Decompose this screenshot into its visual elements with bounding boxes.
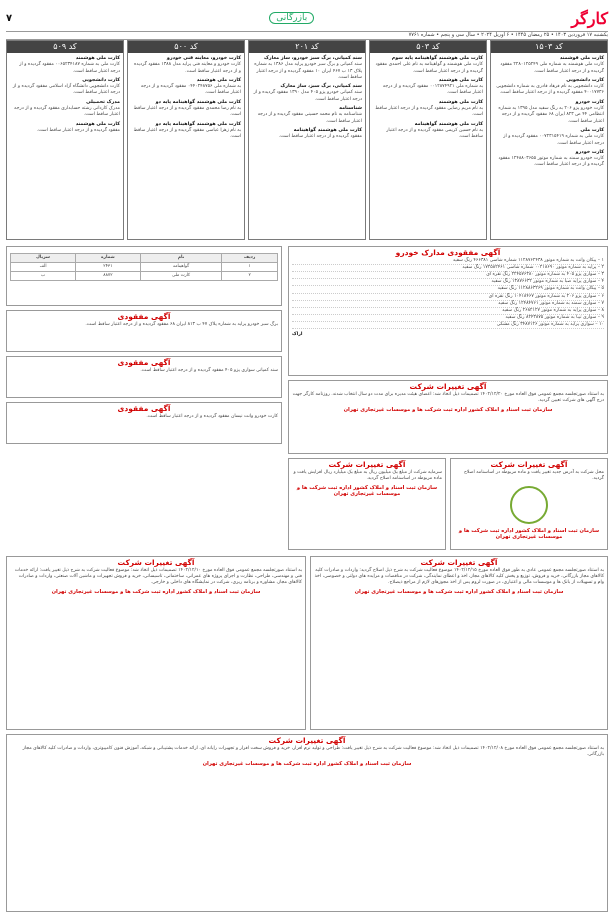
classified-column [369, 40, 487, 240]
table-header-cell: شماره [76, 254, 141, 263]
lost-notice-box [6, 402, 282, 444]
table-cell: ب [11, 272, 76, 281]
table-header-cell: ردیف [222, 254, 278, 263]
classified-item-body: به نام زهرا عباسی مفقود گردیده و از درجه اعتبار ساقط است. [133, 127, 241, 140]
lost-docs-title: آگهی مفقودی مدارک خودرو [395, 248, 501, 257]
lost-docs-box [288, 246, 608, 376]
classified-item-heading: کارت دانشجویی [82, 77, 120, 83]
classified-item-body: به شماره ملی ۰۰۱۲۸۷۴۹۲۱ مفقود گردیده و از درجه اعتبار ساقط است. [382, 84, 483, 96]
lost-doc-line: ۳ – سواری پژو ۴۰۵ به شماره موتور ۲۲۴۵۷۶۳۸۰ رنگ نقره ای [292, 272, 604, 279]
classified-column [248, 40, 366, 240]
classified-columns [6, 40, 608, 240]
table-cell: ۸۸۷۲ [76, 272, 141, 281]
lost-notice-box [6, 356, 282, 398]
classified-item [10, 78, 120, 97]
lost-docs-list [292, 258, 604, 329]
classified-item [373, 56, 483, 75]
company-notice-org: سازمان ثبت اسناد و املاک کشور اداره ثبت شرکت ها و موسسات غیرتجاری تهران [296, 485, 438, 498]
classified-column [6, 40, 124, 240]
column-code-header: کد ۵۰۳ [370, 41, 486, 53]
table-header-cell: نام [140, 254, 222, 263]
classified-item [131, 78, 241, 97]
classified-item-body: به شماره ملی ۰۴۴۰۲۴۸۷۵۶ مفقود گردیده و از درجه اعتبار ساقط است. [140, 84, 241, 96]
classified-item-heading: کارت ملی [580, 127, 604, 133]
company-notice-body: سرمایه شرکت از مبلغ یک میلیون ریال به مبلغ یک میلیارد ریال افزایش یافت و ماده مربوطه در اساسنامه اصلاح گردید. [293, 470, 442, 482]
classified-item-body: کارت خودرو و معاینه فنی پراید مدل ۱۳۸۸ مفقود گردیده و از درجه اعتبار ساقط است. [133, 62, 241, 74]
lost-doc-line: ۱ – پیکان وانت به شماره موتور ۱۱۲۸۷۶۲۴۳۸ شماره شاسی ۴۶۶۳۸۱ رنگ سفید [292, 258, 604, 265]
classified-item-body: کارت دانشجویی به نام فرهاد قادری به شماره دانشجویی ۴۰۰۱۷۷۳۶ مفقود گردیده و از درجه اعتبار ساقط است. [496, 84, 604, 96]
lost-doc-line: ۷ – سواری سمند به شماره موتور ۱۲۴۸۴۷۶۱ رنگ سفید [292, 301, 604, 308]
classified-item-heading: کارت ملی هوشمند [75, 56, 120, 61]
company-notice-body: محل شرکت به آدرس جدید تغییر یافت و ماده مربوطه در اساسنامه اصلاح گردید. [463, 470, 604, 482]
page-number: ۷ [6, 12, 13, 24]
classified-item-body: کارت ملی هوشمند و گواهینامه به نام علی احمدی مفقود گردیده و از درجه اعتبار ساقط است. [375, 62, 483, 74]
table-row [11, 272, 278, 281]
classified-item-heading: کارت خودرو [575, 149, 604, 155]
classified-item [373, 100, 483, 119]
lost-doc-line: ۶ – سواری پژو ۲۰۶ به شماره موتور ۱۰۴۱۸۴۶۷ رنگ نقره ای [292, 294, 604, 301]
company-notice-2 [450, 458, 608, 550]
lost-doc-line: ۲ – پراید به شماره موتور ۰۰۲۱۸۶۹۰ شماره شاسی ۱۷۲۵۸۲۴۶۱ رنگ سفید [292, 265, 604, 272]
bottom-notice-body: به استناد صورتجلسه مجمع عمومی فوق العاده مورخ ۱۴۰۲/۱۲/۰۸ تصمیمات ذیل اتخاذ شد: موضوع فعالیت شرکت به شرح ذیل تغییر یافت: طراحی و تولید نرم افزار، خرید و فروش سخت افزار و تجهیزات رایانه ای، ارائه خدمات پشتیبانی و شبکه، آموزش فنون کامپیوتری، واردات و صادرات کلیه کالاهای مجاز بازرگانی. [22, 746, 604, 758]
lost-notice-title: آگهی مفقودی [117, 312, 171, 321]
bottom-notice-org: سازمان ثبت اسناد و املاک کشور اداره ثبت شرکت ها و موسسات غیرتجاری تهران [51, 589, 261, 596]
bottom-notice-title: آگهی تغییرات شرکت [268, 736, 346, 745]
classified-item [373, 122, 483, 141]
classified-item-body: کارت ملی به شماره ۰۰۶۵۲۳۴۱۸۷ مفقود گردیده و از درجه اعتبار ساقط است. [19, 62, 120, 74]
bottom-notice-body: به استناد صورتجلسه مجمع عمومی عادی به طور فوق العاده مورخ ۱۴۰۲/۱۲/۱۵ موضوع فعالیت شرکت به شرح ذیل اصلاح گردید: واردات و صادرات کلیه کالاهای مجاز بازرگانی، خرید و فروش، توزیع و پخش کلیه کالاهای مجاز، اخذ و اعطای نمایندگی، شرکت در مناقصات و مزایده های دولتی و خصوصی، اخذ وام و تسهیلات از بانک ها و موسسات مالی و اعتباری، در صورت لزوم پس از اخذ مجوزهای لازم از مراجع ذیصلاح. [314, 568, 604, 586]
classified-item [494, 78, 604, 97]
bottom-notice-1 [310, 556, 608, 730]
classified-item-heading: سند کمپانی، برگ سبز، ساز معارک [280, 84, 362, 90]
column-code-header: کد ۲۰۱ [249, 41, 365, 53]
bottom-notice-title: آگهی تغییرات شرکت [420, 558, 498, 567]
bottom-notice-title: آگهی تغییرات شرکت [117, 558, 195, 567]
masthead-title: کارگر [571, 8, 608, 28]
table-cell: الف [11, 263, 76, 272]
classified-item [252, 128, 362, 141]
company-notice-1 [288, 380, 608, 454]
classified-item-heading: کارت ملی هوشمند گواهینامه [414, 121, 483, 127]
company-notice-title: آگهی تغییرات شرکت [409, 382, 487, 391]
classified-item-heading: کارت ملی هوشمند [196, 77, 241, 83]
data-table [10, 253, 278, 281]
classified-item [252, 106, 362, 125]
seal-icon [510, 486, 548, 524]
bottom-notice-2 [6, 556, 306, 730]
classified-item [10, 56, 120, 75]
company-notice-org: سازمان ثبت اسناد و املاک کشور اداره ثبت شرکت ها و موسسات غیرتجاری تهران [458, 528, 600, 541]
classified-item-body: کارت دانشجویی دانشگاه آزاد اسلامی مفقود گردیده و از درجه اعتبار ساقط است. [12, 84, 120, 96]
classified-item-body: سند کمپانی خودرو پژو ۴۰۵ مدل ۱۳۹۰ مفقود گردیده و از درجه اعتبار ساقط است. [253, 90, 362, 102]
masthead-info-line: یکشنبه ۱۷ فروردین ۱۴۰۳ • ۲۵ رمضان ۱۴۴۵ • ۶ آوریل ۲۰۲۴ • سال سی و پنجم • شماره ۷۷۶۱ [6, 31, 608, 40]
classified-item [494, 100, 604, 125]
classified-item-heading: مدرک تحصیلی [86, 99, 120, 105]
table-header-cell: سریال [11, 254, 76, 263]
classified-item-heading: کارت خودرو [575, 99, 604, 105]
lost-docs-footer: اراک [292, 332, 303, 338]
classified-item [131, 56, 241, 75]
company-notice-title: آگهی تغییرات شرکت [490, 460, 568, 469]
lost-notice-body: برگ سبز خودرو پراید به شماره پلاک ۴۷ ب ۸۱۳ ایران ۶۸ مفقود گردیده و از درجه اعتبار ساقط است. [85, 322, 278, 328]
masthead-logo-small: بازرگانی [269, 12, 314, 24]
classified-item-heading: کارت ملی هوشمند گواهینامه [293, 127, 362, 133]
classified-item-heading: کارت ملی هوشمند [438, 77, 483, 83]
classified-item [494, 128, 604, 147]
company-notice-body: به استناد صورتجلسه مجمع عمومی فوق العاده مورخ ۱۴۰۲/۱۲/۲۰ تصمیمات ذیل اتخاذ شد: اعضای هیئت مدیره برای مدت دو سال انتخاب شدند. روزنامه کارگر جهت درج آگهی های شرکت تعیین گردید. [292, 392, 604, 404]
lost-notice-body: سند کمپانی سواری پژو ۴۰۵ مفقود گردیده و از درجه اعتبار ساقط است. [140, 368, 278, 374]
table-cell: ۲۴۳۱ [76, 263, 141, 272]
classified-item-body: مفقود گردیده و از درجه اعتبار ساقط است. [36, 127, 120, 133]
lost-doc-line: ۸ – سواری پراید به شماره موتور ۲۶۸۲۱۲۷ رنگ سفید [292, 308, 604, 315]
lost-notice-title: آگهی مفقودی [117, 404, 171, 413]
column-code-header: کد ۵۰۰ [128, 41, 244, 53]
lost-doc-line: ۹ – سواری تیبا به شماره موتور ۸۲۴۳۸۷۵ رنگ سفید [292, 315, 604, 322]
masthead-center [269, 12, 314, 24]
classified-item [252, 56, 362, 81]
bottom-notice-3 [6, 734, 608, 912]
column-body [491, 53, 607, 175]
bottom-notice-org: سازمان ثبت اسناد و املاک کشور اداره ثبت شرکت ها و موسسات غیرتجاری تهران [202, 761, 412, 768]
column-body [7, 53, 123, 140]
classified-item-body: مفقود گردیده و از درجه اعتبار ساقط است. [278, 134, 362, 140]
lost-doc-line: ۴ – سواری پراید صبا به شماره موتور ۱۳۸۷۶۶۳۲ رنگ سفید [292, 279, 604, 286]
classified-item [494, 150, 604, 169]
classified-column [490, 40, 608, 240]
lost-notice-title: آگهی مفقودی [117, 358, 171, 367]
table-cell: گواهینامه [140, 263, 222, 272]
classified-item [10, 122, 120, 135]
classified-column [127, 40, 245, 240]
column-body [128, 53, 244, 147]
classified-item-heading: کارت ملی هوشمند گواهینامه پایه سوم [391, 56, 483, 61]
classified-item-heading: شناسنامه [339, 106, 362, 112]
bottom-notice-body: به استناد صورتجلسه مجمع عمومی فوق العاده مورخ ۱۴۰۲/۱۲/۱۰ تصمیمات ذیل اتخاذ شد: موضوع فعالیت شرکت به شرح ذیل تغییر یافت: ارائه خدمات فنی و مهندسی، طراحی، نظارت و اجرای پروژه های عمرانی، ساختمانی، تاسیساتی، خرید و فروش تجهیزات و ماشین آلات صنعتی، واردات و صادرات کالاهای مجاز، مشاوره و برنامه ریزی، شرکت در نمایشگاه های داخلی و خارجی. [14, 568, 302, 586]
masthead [6, 4, 608, 32]
classified-item-body: به نام حسین کریمی مفقود گردیده و از درجه اعتبار ساقط است. [386, 127, 483, 140]
table-cell: ۲ [222, 272, 278, 281]
classified-item-body: سند کمپانی و برگ سبز خودرو پراید مدل ۱۳۸۶ به شماره پلاک ۱۳ ب ۴۶۷ ایران ۱۰ مفقود گردیده و از درجه اعتبار ساقط است. [254, 62, 362, 80]
classified-item-heading: کارت ملی هوشمند [438, 99, 483, 105]
classified-item-body: کارت ملی هوشمند به شماره ملی ۲۲۸۰۱۲۵۲۴۹ مفقود گردیده و از درجه اعتبار ساقط است. [500, 62, 604, 74]
table-cell: کارت ملی [140, 272, 222, 281]
classified-item-body: به نام مریم رضایی مفقود گردیده و از درجه اعتبار ساقط است. [375, 106, 483, 118]
column-code-header: کد ۱۵۰۳ [491, 41, 607, 53]
classified-item-heading: کارت ملی هوشمند [75, 121, 120, 127]
lost-notice-box [6, 310, 282, 352]
classified-item [373, 78, 483, 97]
classified-item-body: کارت خودرو پژو ۲۰۶ به رنگ سفید مدل ۱۳۹۵ به شماره انتظامی ۴۴ ص ۸۲۳ ایران ۶۸ مفقود گردیده و از درجه اعتبار ساقط است. [498, 106, 604, 124]
column-body [249, 53, 365, 147]
classified-item-heading: کارت ملی هوشمند گواهینامه پایه دو [155, 121, 241, 127]
lost-doc-line: ۱۰ – سواری پراید به شماره موتور ۳۴۸۷۱۲۶ رنگ مشکی [292, 322, 604, 329]
company-notice-title: آگهی تغییرات شرکت [328, 460, 406, 469]
classified-item [494, 56, 604, 75]
classified-item-body: مدرک کاردانی رشته حسابداری مفقود گردیده و از درجه اعتبار ساقط است. [14, 106, 120, 118]
table-box [6, 246, 282, 306]
table-row [11, 263, 278, 272]
company-notice-3 [288, 458, 446, 550]
classified-item-body: به نام رضا محمدی مفقود گردیده و از درجه اعتبار ساقط است. [133, 106, 241, 118]
classified-item [10, 100, 120, 119]
lost-notice-body: کارت خودرو وانت نیسان مفقود گردیده و از درجه اعتبار ساقط است. [146, 414, 278, 420]
bottom-notice-org: سازمان ثبت اسناد و املاک کشور اداره ثبت شرکت ها و موسسات غیرتجاری تهران [354, 589, 564, 596]
classified-item [131, 100, 241, 119]
classified-item-heading: سند کمپانی، برگ سبز خودرو، ساز معارک [264, 56, 362, 61]
classified-item-heading: کارت دانشجویی [566, 77, 604, 83]
classified-item-heading: کارت خودرو، معاینه فنی خودرو [166, 56, 241, 61]
classified-item-heading: کارت ملی هوشمند گواهینامه پایه دو [155, 99, 241, 105]
classified-item-body: کارت ملی به شماره ۰۰۷۲۳۱۵۴۱۹ مفقود گردیده و از درجه اعتبار ساقط است. [503, 134, 604, 146]
classified-item-heading: کارت ملی فوشمند [559, 56, 604, 61]
classified-item-body: کارت خودرو سمند به شماره موتور ۱۲۴۸۸۰۳۶۵۵ مفقود گردیده و از درجه اعتبار ساقط است. [498, 156, 604, 168]
lost-doc-line: ۵ – پیکان وانت به شماره موتور ۱۱۲۸۸۶۳۲۶۹ رنگ سفید [292, 286, 604, 293]
classified-item [252, 84, 362, 103]
classified-item-body: شناسنامه به نام محمد حسینی مفقود گردیده و از درجه اعتبار ساقط است. [257, 112, 362, 124]
table-cell: ۱ [222, 263, 278, 272]
column-body [370, 53, 486, 147]
classified-item [131, 122, 241, 141]
company-notice-org: سازمان ثبت اسناد و املاک کشور اداره ثبت شرکت ها و موسسات غیرتجاری تهران [343, 407, 553, 414]
column-code-header: کد ۵۰۹ [7, 41, 123, 53]
